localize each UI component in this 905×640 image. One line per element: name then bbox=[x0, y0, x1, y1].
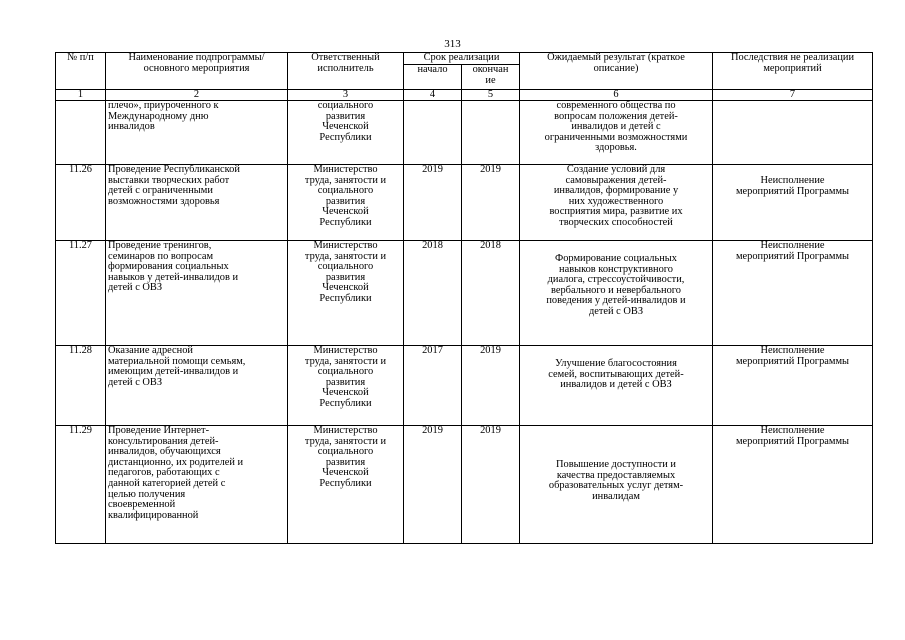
row-expected-result: современного общества по вопросам положения детей- инвалидов и детей с ограниченными возможностями здоровья. bbox=[520, 101, 713, 165]
row-activity-name: Проведение тренингов, семинаров по вопросам формирования социальных навыков у детей-инвалидов и детей с ОВЗ bbox=[106, 241, 288, 346]
row-executor: Министерство труда, занятости и социального развития Чеченской Республики bbox=[288, 346, 404, 426]
row-consequence bbox=[713, 101, 873, 165]
row-executor: Министерство труда, занятости и социального развития Чеченской Республики bbox=[288, 165, 404, 241]
row-end-year bbox=[462, 101, 520, 165]
row-consequence: Неисполнение мероприятий Программы bbox=[713, 165, 873, 241]
column-number: 2 bbox=[106, 90, 288, 101]
column-number: 7 bbox=[713, 90, 873, 101]
header-end: окончан ие bbox=[462, 65, 520, 90]
row-activity-name: Проведение Республиканской выставки творческих работ детей с ограниченными возможностями здоровья bbox=[106, 165, 288, 241]
row-end-year: 2019 bbox=[462, 426, 520, 544]
row-start-year: 2019 bbox=[404, 426, 462, 544]
column-number: 3 bbox=[288, 90, 404, 101]
row-number: 11.27 bbox=[56, 241, 106, 346]
row-start-year bbox=[404, 101, 462, 165]
row-executor: социального развития Чеченской Республики bbox=[288, 101, 404, 165]
row-executor: Министерство труда, занятости и социального развития Чеченской Республики bbox=[288, 426, 404, 544]
row-activity-name: Проведение Интернет- консультирования детей- инвалидов, обучающихся дистанционно, их родителей и педагогов, работающих с данной категорией детей с целью получения своевременной квалифицированной bbox=[106, 426, 288, 544]
table-row bbox=[56, 346, 873, 426]
row-number: 11.26 bbox=[56, 165, 106, 241]
row-consequence: Неисполнение мероприятий Программы bbox=[713, 426, 873, 544]
row-consequence: Неисполнение мероприятий Программы bbox=[713, 241, 873, 346]
row-expected-result: Создание условий для самовыражения детей- инвалидов, формирование у них художественного восприятия мира, развитие их творческих способностей bbox=[520, 165, 713, 241]
column-number: 4 bbox=[404, 90, 462, 101]
table-row bbox=[56, 426, 873, 544]
row-number bbox=[56, 101, 106, 165]
row-expected-result: Формирование социальных навыков конструктивного диалога, стрессоустойчивости, вербального и невербального поведения у детей-инвалидов и детей с ОВЗ bbox=[520, 241, 713, 346]
column-numbers-row bbox=[56, 90, 873, 101]
program-activities-table bbox=[55, 52, 873, 544]
row-executor: Министерство труда, занятости и социального развития Чеченской Республики bbox=[288, 241, 404, 346]
header-activity-name: Наименование подпрограммы/ основного мероприятия bbox=[106, 53, 288, 90]
row-start-year: 2019 bbox=[404, 165, 462, 241]
page-number: 313 bbox=[444, 38, 461, 50]
row-number: 11.29 bbox=[56, 426, 106, 544]
header-period: Срок реализации bbox=[404, 53, 520, 65]
row-activity-name: плечо», приуроченного к Международному дню инвалидов bbox=[106, 101, 288, 165]
row-start-year: 2018 bbox=[404, 241, 462, 346]
row-expected-result: Повышение доступности и качества предоставляемых образовательных услуг детям- инвалидам bbox=[520, 426, 713, 544]
table-row bbox=[56, 165, 873, 241]
header-number: № п/п bbox=[56, 53, 106, 90]
row-end-year: 2019 bbox=[462, 165, 520, 241]
header-expected-result: Ожидаемый результат (краткое описание) bbox=[520, 53, 713, 90]
row-end-year: 2019 bbox=[462, 346, 520, 426]
row-expected-result: Улучшение благосостояния семей, воспитывающих детей- инвалидов и детей с ОВЗ bbox=[520, 346, 713, 426]
column-number: 6 bbox=[520, 90, 713, 101]
row-activity-name: Оказание адресной материальной помощи семьям, имеющим детей-инвалидов и детей с ОВЗ bbox=[106, 346, 288, 426]
column-number: 5 bbox=[462, 90, 520, 101]
column-number: 1 bbox=[56, 90, 106, 101]
table-row bbox=[56, 101, 873, 165]
row-number: 11.28 bbox=[56, 346, 106, 426]
header-executor: Ответственный исполнитель bbox=[288, 53, 404, 90]
row-end-year: 2018 bbox=[462, 241, 520, 346]
row-consequence: Неисполнение мероприятий Программы bbox=[713, 346, 873, 426]
header-start: начало bbox=[404, 65, 462, 90]
table-row bbox=[56, 241, 873, 346]
row-start-year: 2017 bbox=[404, 346, 462, 426]
header-consequences: Последствия не реализации мероприятий bbox=[713, 53, 873, 90]
